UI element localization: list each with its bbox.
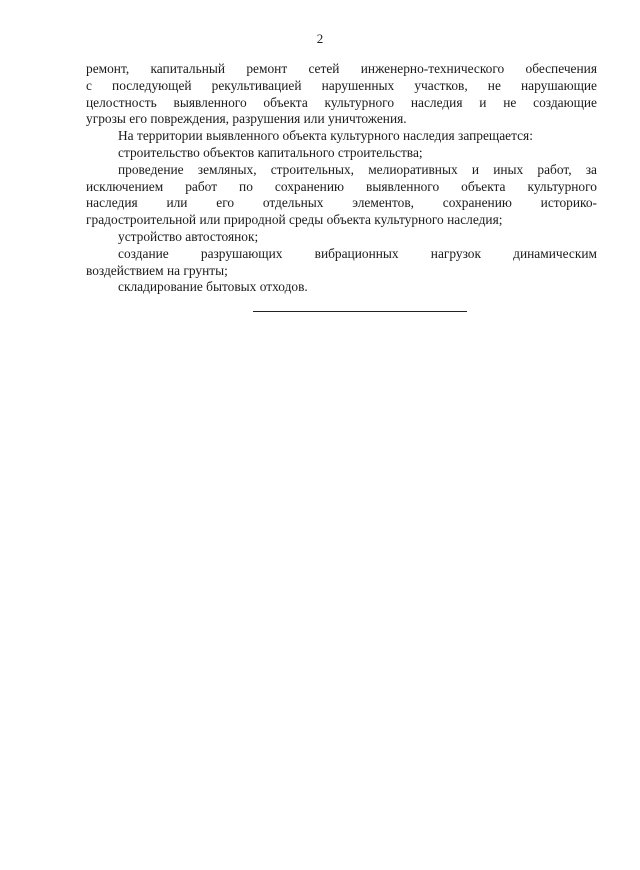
paragraph-prohibited-waste: складирование бытовых отходов. — [118, 279, 308, 295]
text-line: с последующей рекультивацией нарушенных участков, не нарушающие — [86, 77, 597, 93]
paragraph-prohibited-parking: устройство автостоянок; — [118, 228, 259, 244]
text-line: исключением работ по сохранению выявленного объекта культурного — [86, 178, 597, 194]
text-line: ремонт, капитальный ремонт сетей инженерно-технического обеспечения — [86, 61, 597, 76]
text-line: создание разрушающих вибрационных нагрузок динамическим — [118, 245, 597, 261]
paragraph-prohibited-construction: строительство объектов капитального строительства; — [118, 144, 423, 160]
text-line: наследия или его отдельных элементов, сохранению историко- — [86, 195, 597, 211]
text-line: градостроительной или природной среды объекта культурного наследия; — [86, 212, 503, 228]
document-body — [86, 61, 597, 296]
text-line: проведение земляных, строительных, мелиоративных и иных работ, за — [118, 161, 597, 177]
text-line: воздействием на грунты; — [86, 262, 228, 278]
paragraph-prohibited-vibration — [86, 246, 597, 280]
paragraph-repair-continuation — [86, 61, 597, 128]
paragraph-prohibited-works — [86, 162, 597, 229]
paragraph-prohibited-heading: На территории выявленного объекта культурного наследия запрещается: — [118, 128, 533, 144]
end-divider-line — [253, 311, 467, 312]
page-number: 2 — [316, 31, 324, 46]
text-line: угрозы его повреждения, разрушения или уничтожения. — [86, 111, 407, 127]
text-line: целостность выявленного объекта культурного наследия и не создающие — [86, 94, 597, 110]
